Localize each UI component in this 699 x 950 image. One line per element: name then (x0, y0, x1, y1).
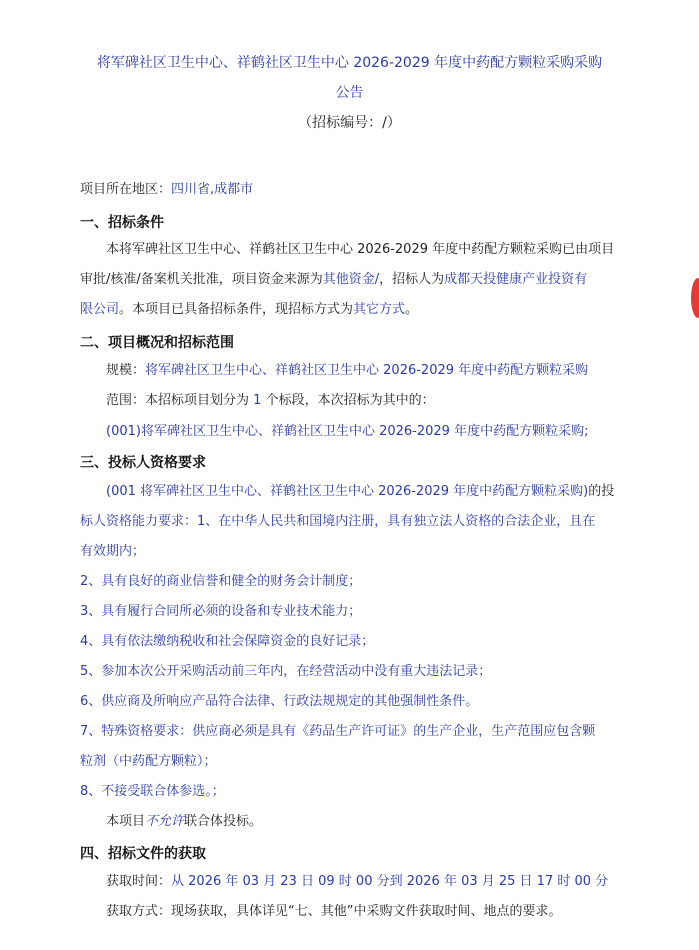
location-value: 四川省,成都市 (171, 182, 254, 197)
text-fragment: 的投 (588, 484, 615, 499)
method-value: 现场获取，具体详见“七、其他”中采购文件获取时间、地点的要求。 (171, 904, 562, 919)
project-scale (106, 362, 588, 380)
qualification-item: 6、供应商及所响应产品符合法律、行政法规规定的其他强制性条件。 (80, 694, 479, 709)
bidding-method: 其它方式 (353, 302, 406, 317)
document-title-line-2: 公告 (335, 85, 364, 101)
scale-label: 规模： (106, 363, 146, 378)
qualification-item: 8、不接受联合体参选。； (80, 784, 225, 799)
bid-number: （招标编号：/） (298, 115, 401, 131)
tenderer-name: 成都天投健康产业投资有 (444, 272, 588, 287)
lot-reference: (001 将军碑社区卫生中心、祥鹤社区卫生中心 2026-2029 年度中药配方颗粒采购) (106, 484, 589, 499)
qualification-item: 7、特殊资格要求：供应商必须是具有《药品生产许可证》的生产企业，生产范围应包含颗 (80, 724, 596, 739)
joint-bidding-statement (106, 813, 262, 831)
section-heading-document-acquisition: 四、招标文件的获取 (80, 846, 206, 862)
text-fragment: 本项目 (106, 814, 146, 829)
scale-value: 将军碑社区卫生中心、祥鹤社区卫生中心 2026-2029 年度中药配方颗粒采购 (145, 363, 589, 378)
qualification-line-2: 标人资格能力要求：1、在中华人民共和国境内注册，具有独立法人资格的合法企业，且在 (80, 514, 596, 529)
section-heading-bidder-qualifications: 三、投标人资格要求 (80, 455, 206, 471)
conditions-paragraph-line-2 (80, 271, 587, 289)
project-location (80, 181, 253, 199)
tenderer-name-end: 限公司 (80, 302, 120, 317)
text-fragment: ，招标人为 (379, 272, 445, 287)
text-fragment: 联合体投标。 (184, 814, 263, 829)
fund-source: 其他资金/ (322, 272, 380, 287)
qualification-item: 5、参加本次公开采购活动前三年内，在经营活动中没有重大违法记录； (80, 664, 492, 679)
acquisition-time (106, 873, 608, 891)
lot-count: 1 (253, 393, 262, 408)
text-fragment: 审批/核准/备案机关批准，项目资金来源为 (80, 272, 323, 287)
document-title-line-1: 将军碑社区卫生中心、祥鹤社区卫生中心 2026-2029 年度中药配方颗粒采购采购 (96, 55, 603, 71)
lot-item: (001)将军碑社区卫生中心、祥鹤社区卫生中心 2026-2029 年度中药配方颗粒采购; (106, 424, 589, 439)
conditions-paragraph-line-3 (80, 301, 418, 319)
conditions-paragraph-line-1: 本将军碑社区卫生中心、祥鹤社区卫生中心 2026-2029 年度中药配方颗粒采购已由项目 (106, 242, 615, 257)
acquisition-method (106, 903, 562, 921)
qualification-item: 粒剂（中药配方颗粒）； (80, 754, 217, 769)
qualification-line-3: 有效期内； (80, 544, 146, 559)
red-edge-mark (691, 278, 699, 318)
location-label: 项目所在地区： (80, 182, 172, 197)
text-fragment: 个标段，本次招标为其中的： (265, 393, 435, 408)
section-heading-project-overview: 二、项目概况和招标范围 (80, 335, 234, 351)
joint-bidding-status: 不允许 (145, 814, 185, 829)
qualification-item: 3、具有履行合同所必须的设备和专业技术能力； (80, 604, 362, 619)
section-heading-bidding-conditions: 一、招标条件 (80, 215, 164, 231)
qualification-item: 4、具有依法缴纳税收和社会保障资金的良好记录； (80, 634, 375, 649)
method-label: 获取方式： (106, 904, 172, 919)
time-value: 从 2026 年 03 月 23 日 09 时 00 分到 2026 年 03 月 25 日 17 时 00 分 (171, 874, 609, 889)
project-range (106, 392, 435, 410)
time-label: 获取时间： (106, 874, 172, 889)
qualification-item: 2、具有良好的商业信誉和健全的财务会计制度； (80, 574, 362, 589)
text-fragment: 范围：本招标项目划分为 (106, 393, 250, 408)
text-fragment: 。 (405, 302, 419, 317)
qualification-line-1 (106, 483, 614, 501)
text-fragment: 。本项目已具备招标条件，现招标方式为 (119, 302, 354, 317)
